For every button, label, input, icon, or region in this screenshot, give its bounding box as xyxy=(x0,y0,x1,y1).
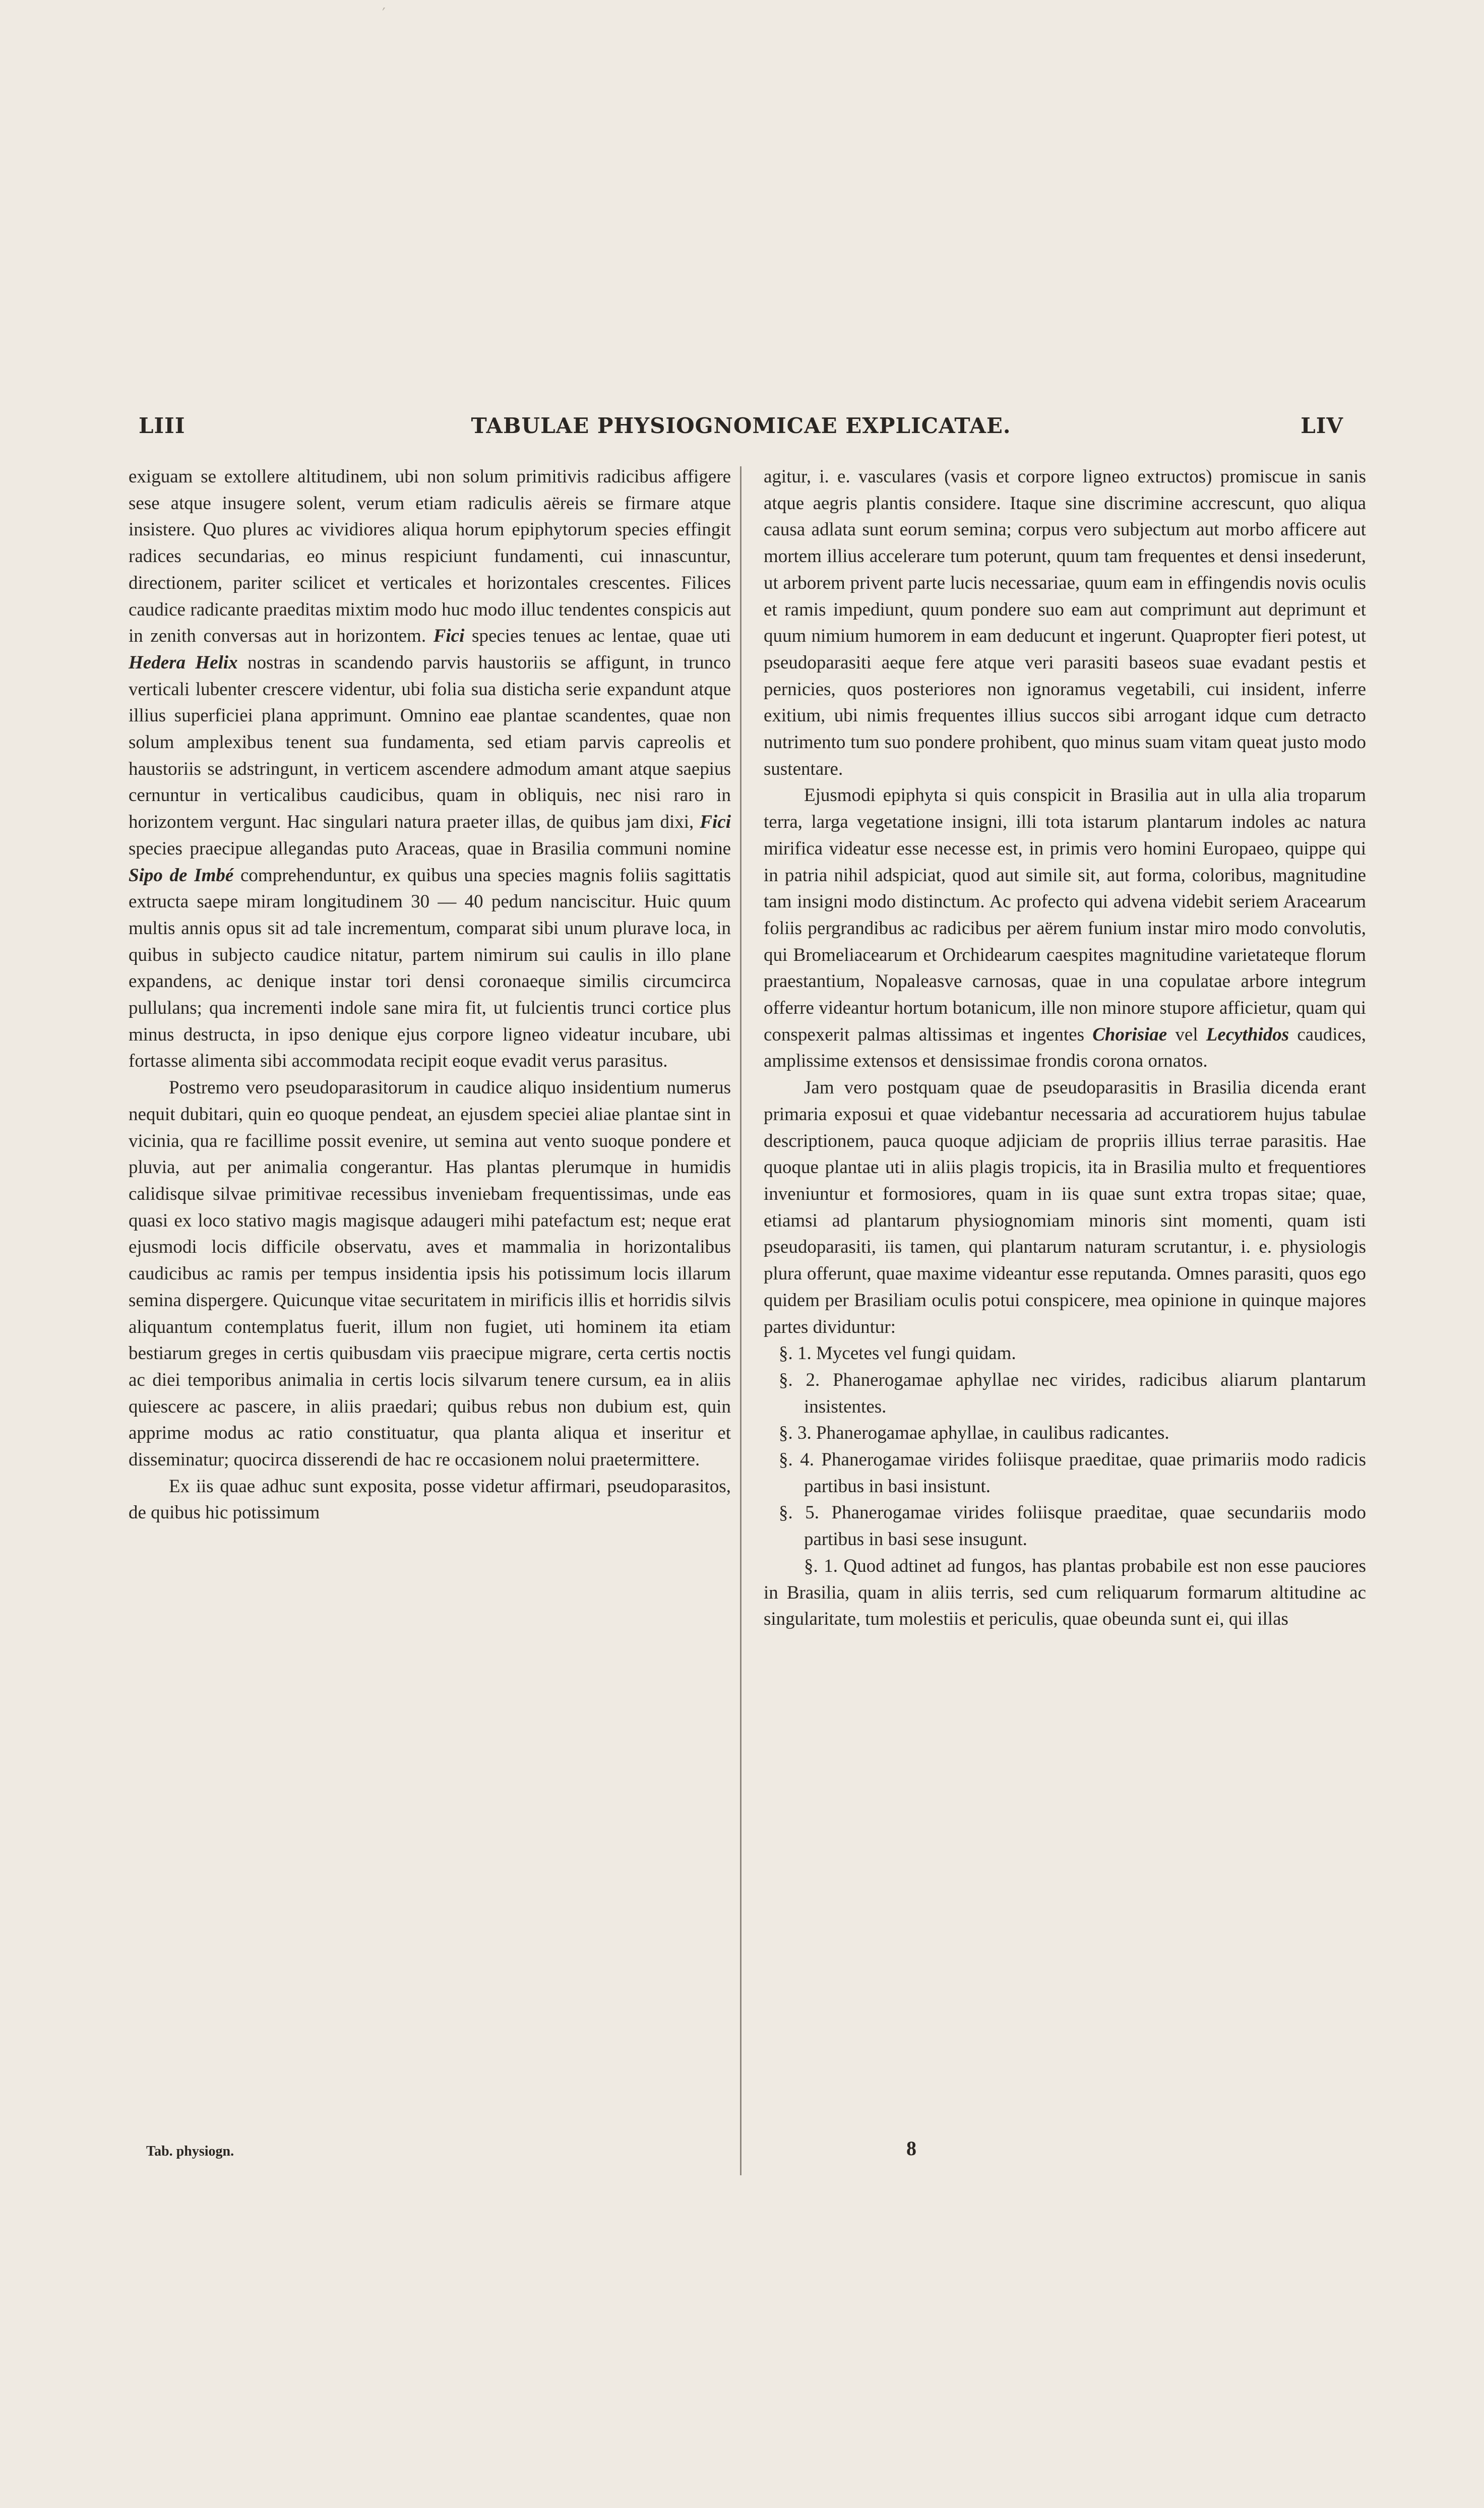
text-run: comprehenduntur, ex quibus una species magnis foliis sagittatis extructa saepe miram longitudinem 30 — 40 pedum nanciscitur. Huic quum multis annis opus sit ad tale incrementum, comparat sibi unum plurave loca, in quibus in subjecto caudice nitatur, partem nimirum sui caulis in illo plane expandens, ac denique instar tori densi coronaeque similis circumcirca pullulans; qua incrementi indole sane mira fit, ut fulcientis trunci cortice plus minus destructa, in ipso denique ejus corpore ligneo videatur incubare, ubi fortasse alimenta sibi accommodata recipit eoque evadit verus parasitus. xyxy=(129,865,731,1072)
taxon-name: Lecythidos xyxy=(1206,1024,1289,1045)
text-run: species praecipue allegandas puto Araceas, quae in Brasilia communi nomine xyxy=(129,838,731,859)
right-paragraph-2 xyxy=(764,782,1366,1075)
left-paragraph-2: Postremo vero pseudoparasitorum in caudice aliquo insidentium numerus nequit dubitari, quin eo quoque pendeat, an ejusdem speciei aliae plantae sint in vicinia, qua re facillime possit evenire, ut semina aut vento suoque pondere et pluvia, aut per animalia congerantur. Has plantas plerumque in humidis calidisque silvae primitivae recessibus inveniebam frequentissimas, unde eas quasi ex loco stativo magis magisque adaugeri mihi patefactum est; neque erat ejusmodi locis difficile observatu, aves et mammalia in horizontalibus caudicibus ac ramis per tempus insidentia ipsis his potissimum locis illarum semina dispergere. Quicunque vitae securitatem in mirificis illis et horridis silvis aliquantum contemplatus fuerit, illum non fugiet, uti hominem ita etiam bestiarum greges in certis quibusdam viis praecipue migrare, certa certis noctis ac diei temporibus animalia in certis locis silvarum tenere cursum, ea in aliis quiescere ac pascere, in aliis praedari; quibus rebus non dubium est, quin apprime modus ac ratio constituatur, qua planta aliqua et inseritur et disseminatur; quocirca disserendi de hac re occasionem nolui praetermittere. xyxy=(129,1077,731,1471)
left-column xyxy=(129,464,731,1526)
page-title: TABULAE PHYSIOGNOMICAE EXPLICATAE. xyxy=(471,413,1011,438)
list-item: §. 5. Phanerogamae virides foliisque praeditae, quae secundariis modo partibus in basi sese insugunt. xyxy=(779,1502,1366,1550)
running-header xyxy=(139,413,1343,449)
text-run: exiguam se extollere altitudinem, ubi non solum primitivis radicibus affigere sese atque insugere solent, verum etiam radiculis aëreis se firmare atque insistere. Quo plures ac vividiores aliqua horum epiphytorum species effingit radices secundarias, eo minus respiciunt fundamenti, cui innascuntur, directionem, pariter scilicet et verticales et horizontales crescentes. Filices caudice radicante praeditas mixtim modo huc modo illuc tendentes conspicis aut in zenith conversas aut in horizontem. xyxy=(129,466,731,647)
left-page-number: LIII xyxy=(139,413,186,438)
list-item: §. 1. Mycetes vel fungi quidam. xyxy=(779,1343,1016,1364)
right-paragraph-3: Jam vero postquam quae de pseudoparasitis in Brasilia dicenda erant primaria exposui et quae videbantur necessaria ad accuratiorem hujus tabulae descriptionem, pauca quoque adjiciam de propriis illius terrae parasitis. Hae quoque plantae uti in aliis plagis tropicis, ita in Brasilia multo et frequentiores inveniuntur et formosiores, quam in iis quae sunt extra tropas sitae; quae, etiamsi ad plantarum physiognomiam minoris sint momenti, quam isti pseudoparasiti, iis tamen, qui plantarum naturam scrutantur, i. e. physiologis plura offerunt, quae maxime videantur esse reputanda. Omnes parasiti, quos ego quidem per Brasiliam oculis potui conspicere, mea opinione in quinque majores partes dividuntur: xyxy=(764,1077,1366,1337)
left-paragraph-3: Ex iis quae adhuc sunt exposita, posse videtur affirmari, pseudoparasitos, de quibus hic potissimum xyxy=(129,1476,731,1523)
list-item: §. 3. Phanerogamae aphyllae, in caulibus radicantes. xyxy=(779,1423,1169,1444)
pencil-mark: ′ xyxy=(382,5,386,23)
text-run: vel xyxy=(1167,1024,1206,1045)
taxon-name: Fici xyxy=(433,626,465,647)
right-paragraph-4: §. 1. Quod adtinet ad fungos, has plantas probabile est non esse pauciores in Brasilia, quam in aliis terris, sed cum reliquarum formarum altitudine ac singularitate, tum molestiis et periculis, quae obeunda sunt ei, qui illas xyxy=(764,1555,1366,1630)
sheet-number: 8 xyxy=(906,2137,916,2160)
text-run: nostras in scandendo parvis haustoriis se affigunt, in trunco verticali lubenter crescere videntur, ubi folia sua disticha serie expandunt atque illius superficiei plana apprimunt. Omnino eae plantae scandentes, quae non solum amplexibus tenent sua fundamenta, sed etiam parvis capreolis et haustoriis se adstringunt, in verticem ascendere admodum amant atque saepius cernuntur in verticalibus caudicibus, quam in obliquis, nec nisi raro in horizontem vergunt. Hac singulari natura praeter illas, de quibus jam dixi, xyxy=(129,652,731,833)
list-item: §. 2. Phanerogamae aphyllae nec virides, radicibus aliarum plantarum insistentes. xyxy=(779,1369,1366,1417)
text-run: caudices, amplissime extensos et densissimae frondis corona ornatos. xyxy=(764,1024,1366,1072)
list-item: §. 4. Phanerogamae virides foliisque praeditae, quae primariis modo radicis partibus in basi insistunt. xyxy=(779,1449,1366,1497)
right-page-number: LIV xyxy=(1301,413,1343,438)
left-paragraph-1 xyxy=(129,464,731,1075)
taxon-name: Chorisiae xyxy=(1092,1024,1167,1045)
text-run: species tenues ac lentae, quae uti xyxy=(464,626,731,647)
taxon-name: Hedera Helix xyxy=(129,652,238,673)
taxon-name: Fici xyxy=(700,812,731,833)
right-column xyxy=(764,464,1366,1633)
column-divider xyxy=(740,466,741,2175)
signature-mark: Tab. physiogn. xyxy=(146,2144,234,2159)
text-run: Ejusmodi epiphyta si quis conspicit in Brasilia aut in ulla alia troparum terra, larga vegetatione insigni, illi tota istarum plantarum indoles ac natura mirifica videatur esse necesse est, in primis vero homini Europaeo, quippe qui in patria nihil adspiciat, quod aut simile sit, aut forma, coloribus, magnitudine tam insigni modo distinctum. Ac profecto qui advena videbit seriem Aracearum foliis pergrandibus ac radicibus per aërem funium instar miro modo convolutis, qui Bromeliacearum et Orchidearum caespites magnitudine varietateque florum praestantium, Nopaleasve carnosas, quae in una copulatae arbore integrum offerre videantur hortum botanicum, ille non minore stupore afficietur, quam qui conspexerit palmas altissimas et ingentes xyxy=(764,785,1366,1045)
right-paragraph-1: agitur, i. e. vasculares (vasis et corpore ligneo extructos) promiscue in sanis atque aegris plantis considere. Itaque sine discrimine accrescunt, quo aliqua causa adlata sunt eorum semina; corpus vero subjectum aut morbo afficere aut mortem illius accelerare tum poterunt, quum tam frequentes et densi insederunt, ut arborem privent parte lucis necessariae, quum eam in effingendis novis oculis et ramis impediunt, quum pondere suo eam aut comprimunt aut deprimunt et quum nimium humorem in eam deducunt et ingerunt. Quapropter fieri potest, ut pseudoparasiti aeque fere atque veri parasiti baseos suae evadant pestis et pernicies, quos posteriores non ignoramus vegetabili, cui insident, inferre exitium, ubi nimis frequentes illius succos sibi arrogant idque cum detracto nutrimento tum suo pondere prohibent, quo minus suam vitam queat justo modo sustentare. xyxy=(764,466,1366,779)
vernacular-name: Sipo de Imbé xyxy=(129,865,234,886)
